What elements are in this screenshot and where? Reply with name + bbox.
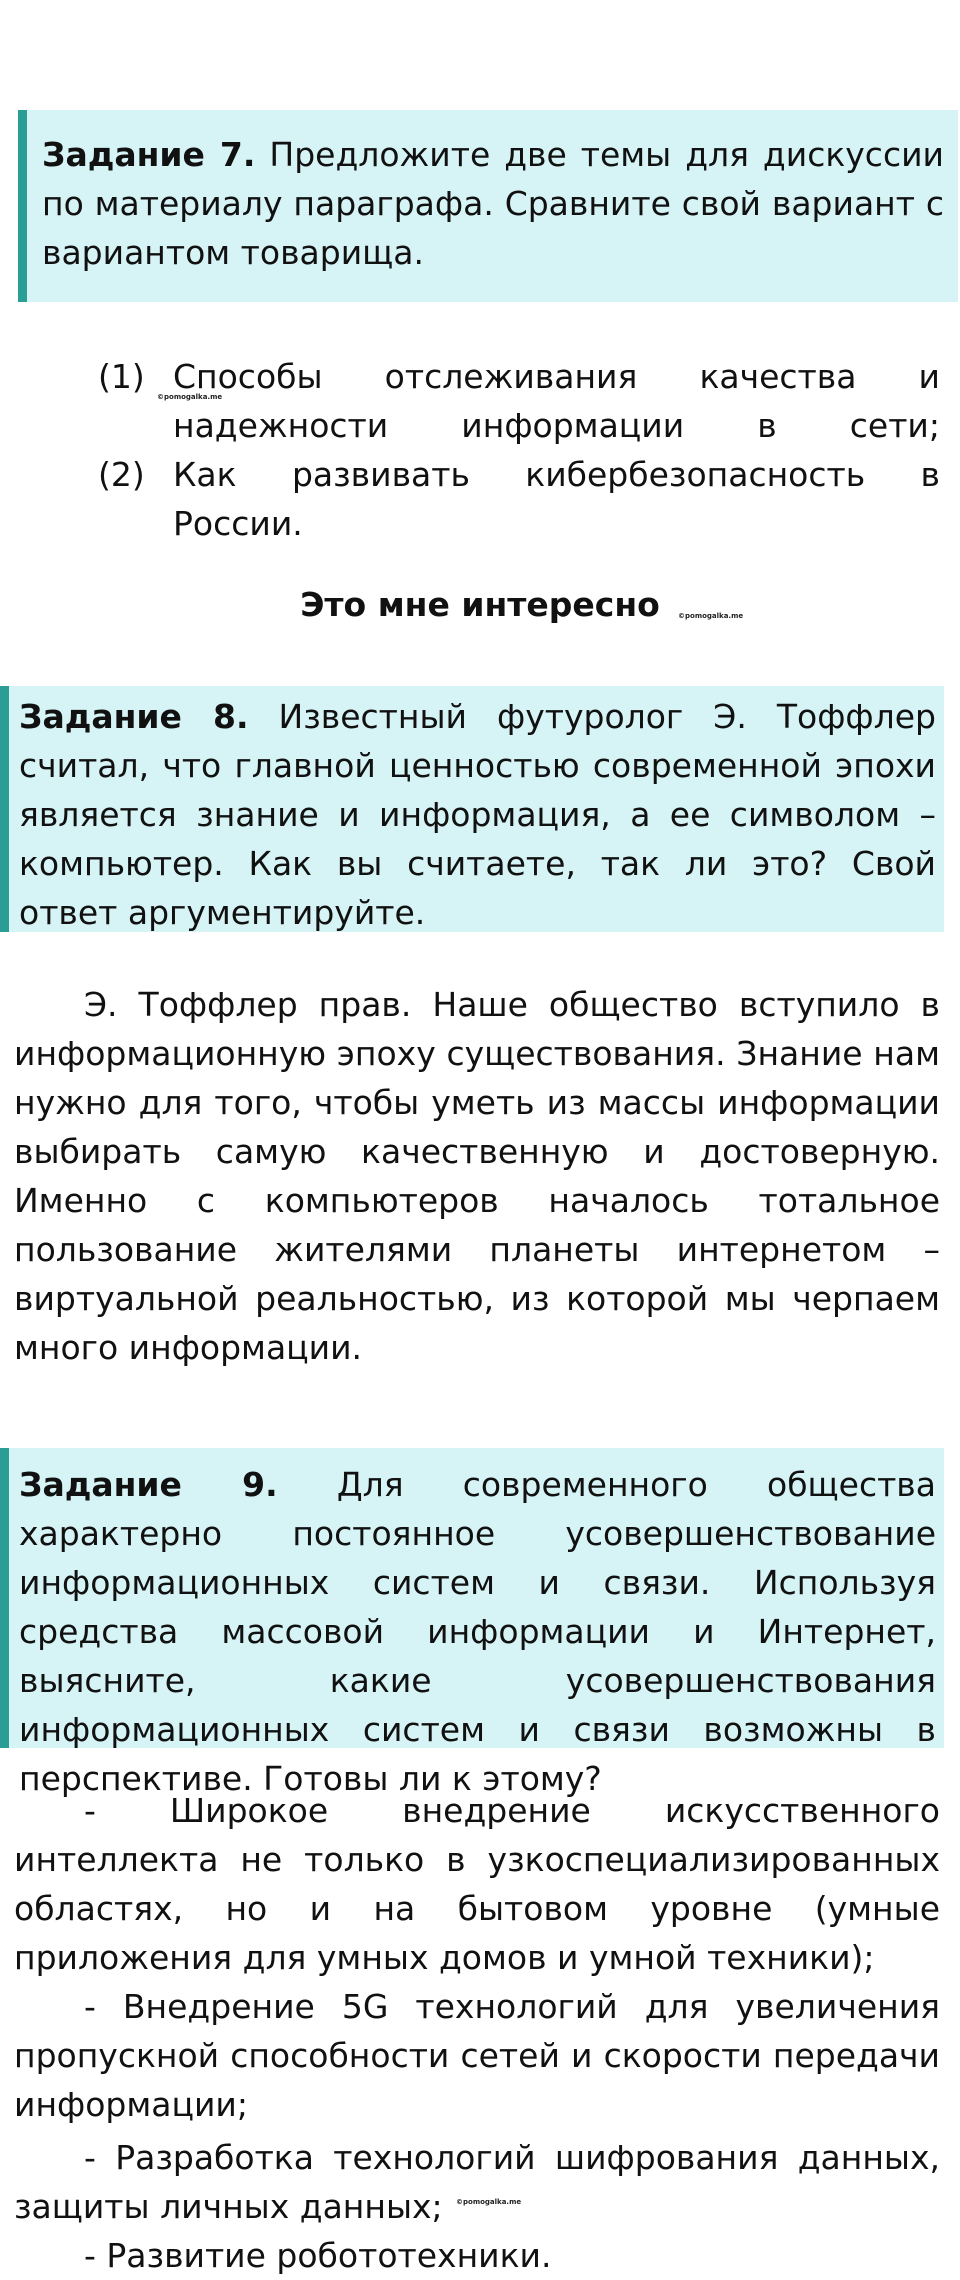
list-item [98, 450, 940, 548]
task-8-label: Задание 8. [19, 697, 249, 736]
list-marker: (2) [98, 455, 145, 494]
task-7-answer-list [98, 352, 940, 548]
list-item-text: Как развивать кибербезопасность в России. [173, 455, 940, 543]
watermark: ©pomogalka.me [678, 612, 744, 620]
task-9-text: Для современного общества характерно постоянное усовершенствование информационных систем и связи. Используя средства массовой информации и Интернет, выясните, какие усовершенствования информационных систем и связи возможны в перспективе. Готовы ли к этому? [19, 1465, 936, 1798]
list-item-text: Способы отслеживания качества и надежности информации в сети; [173, 357, 940, 445]
watermark: ©pomogalka.me [157, 393, 223, 401]
list-marker: (1) [98, 357, 145, 396]
task-9-label: Задание 9. [19, 1465, 278, 1504]
answer-paragraph: - Широкое внедрение искусственного интеллекта не только в узкоспециализированных областях, но и на бытовом уровне (умные приложения для умных домов и умной техники); [14, 1791, 940, 1977]
task-8-answer [14, 980, 940, 1372]
section-title-text: Это мне интересно [300, 585, 660, 624]
answer-paragraph: - Разработка технологий шифрования данных, защиты личных данных; [14, 2138, 940, 2226]
answer-paragraph: - Развитие робототехники. [84, 2236, 552, 2275]
task-7-label: Задание 7. [42, 135, 256, 174]
list-item [98, 352, 940, 450]
answer-paragraph: - Внедрение 5G технологий для увеличения пропускной способности сетей и скорости передачи информации; [14, 1987, 940, 2124]
answer-paragraph: Э. Тоффлер прав. Наше общество вступило в информационную эпоху существования. Знание нам нужно для того, чтобы уметь из массы информации выбирать самую качественную и достоверную. Именно с компьютеров началось тотальное пользование жителями планеты интернетом – виртуальной реальностью, из которой мы черпаем много информации. [14, 985, 940, 1367]
task-7-text: Предложите две темы для дискуссии по материалу параграфа. Сравните свой вариант с вариантом товарища. [42, 135, 944, 272]
task-7-box [18, 110, 958, 302]
task-8-box [0, 686, 944, 932]
task-9-box [0, 1448, 944, 1798]
task-8-text: Известный футуролог Э. Тоффлер считал, что главной ценностью современной эпохи является знание и информация, а ее символом – компьютер. Как вы считаете, так ли это? Свой ответ аргументируйте. [19, 697, 936, 932]
watermark: ©pomogalka.me [456, 2198, 522, 2206]
section-title [0, 580, 960, 629]
